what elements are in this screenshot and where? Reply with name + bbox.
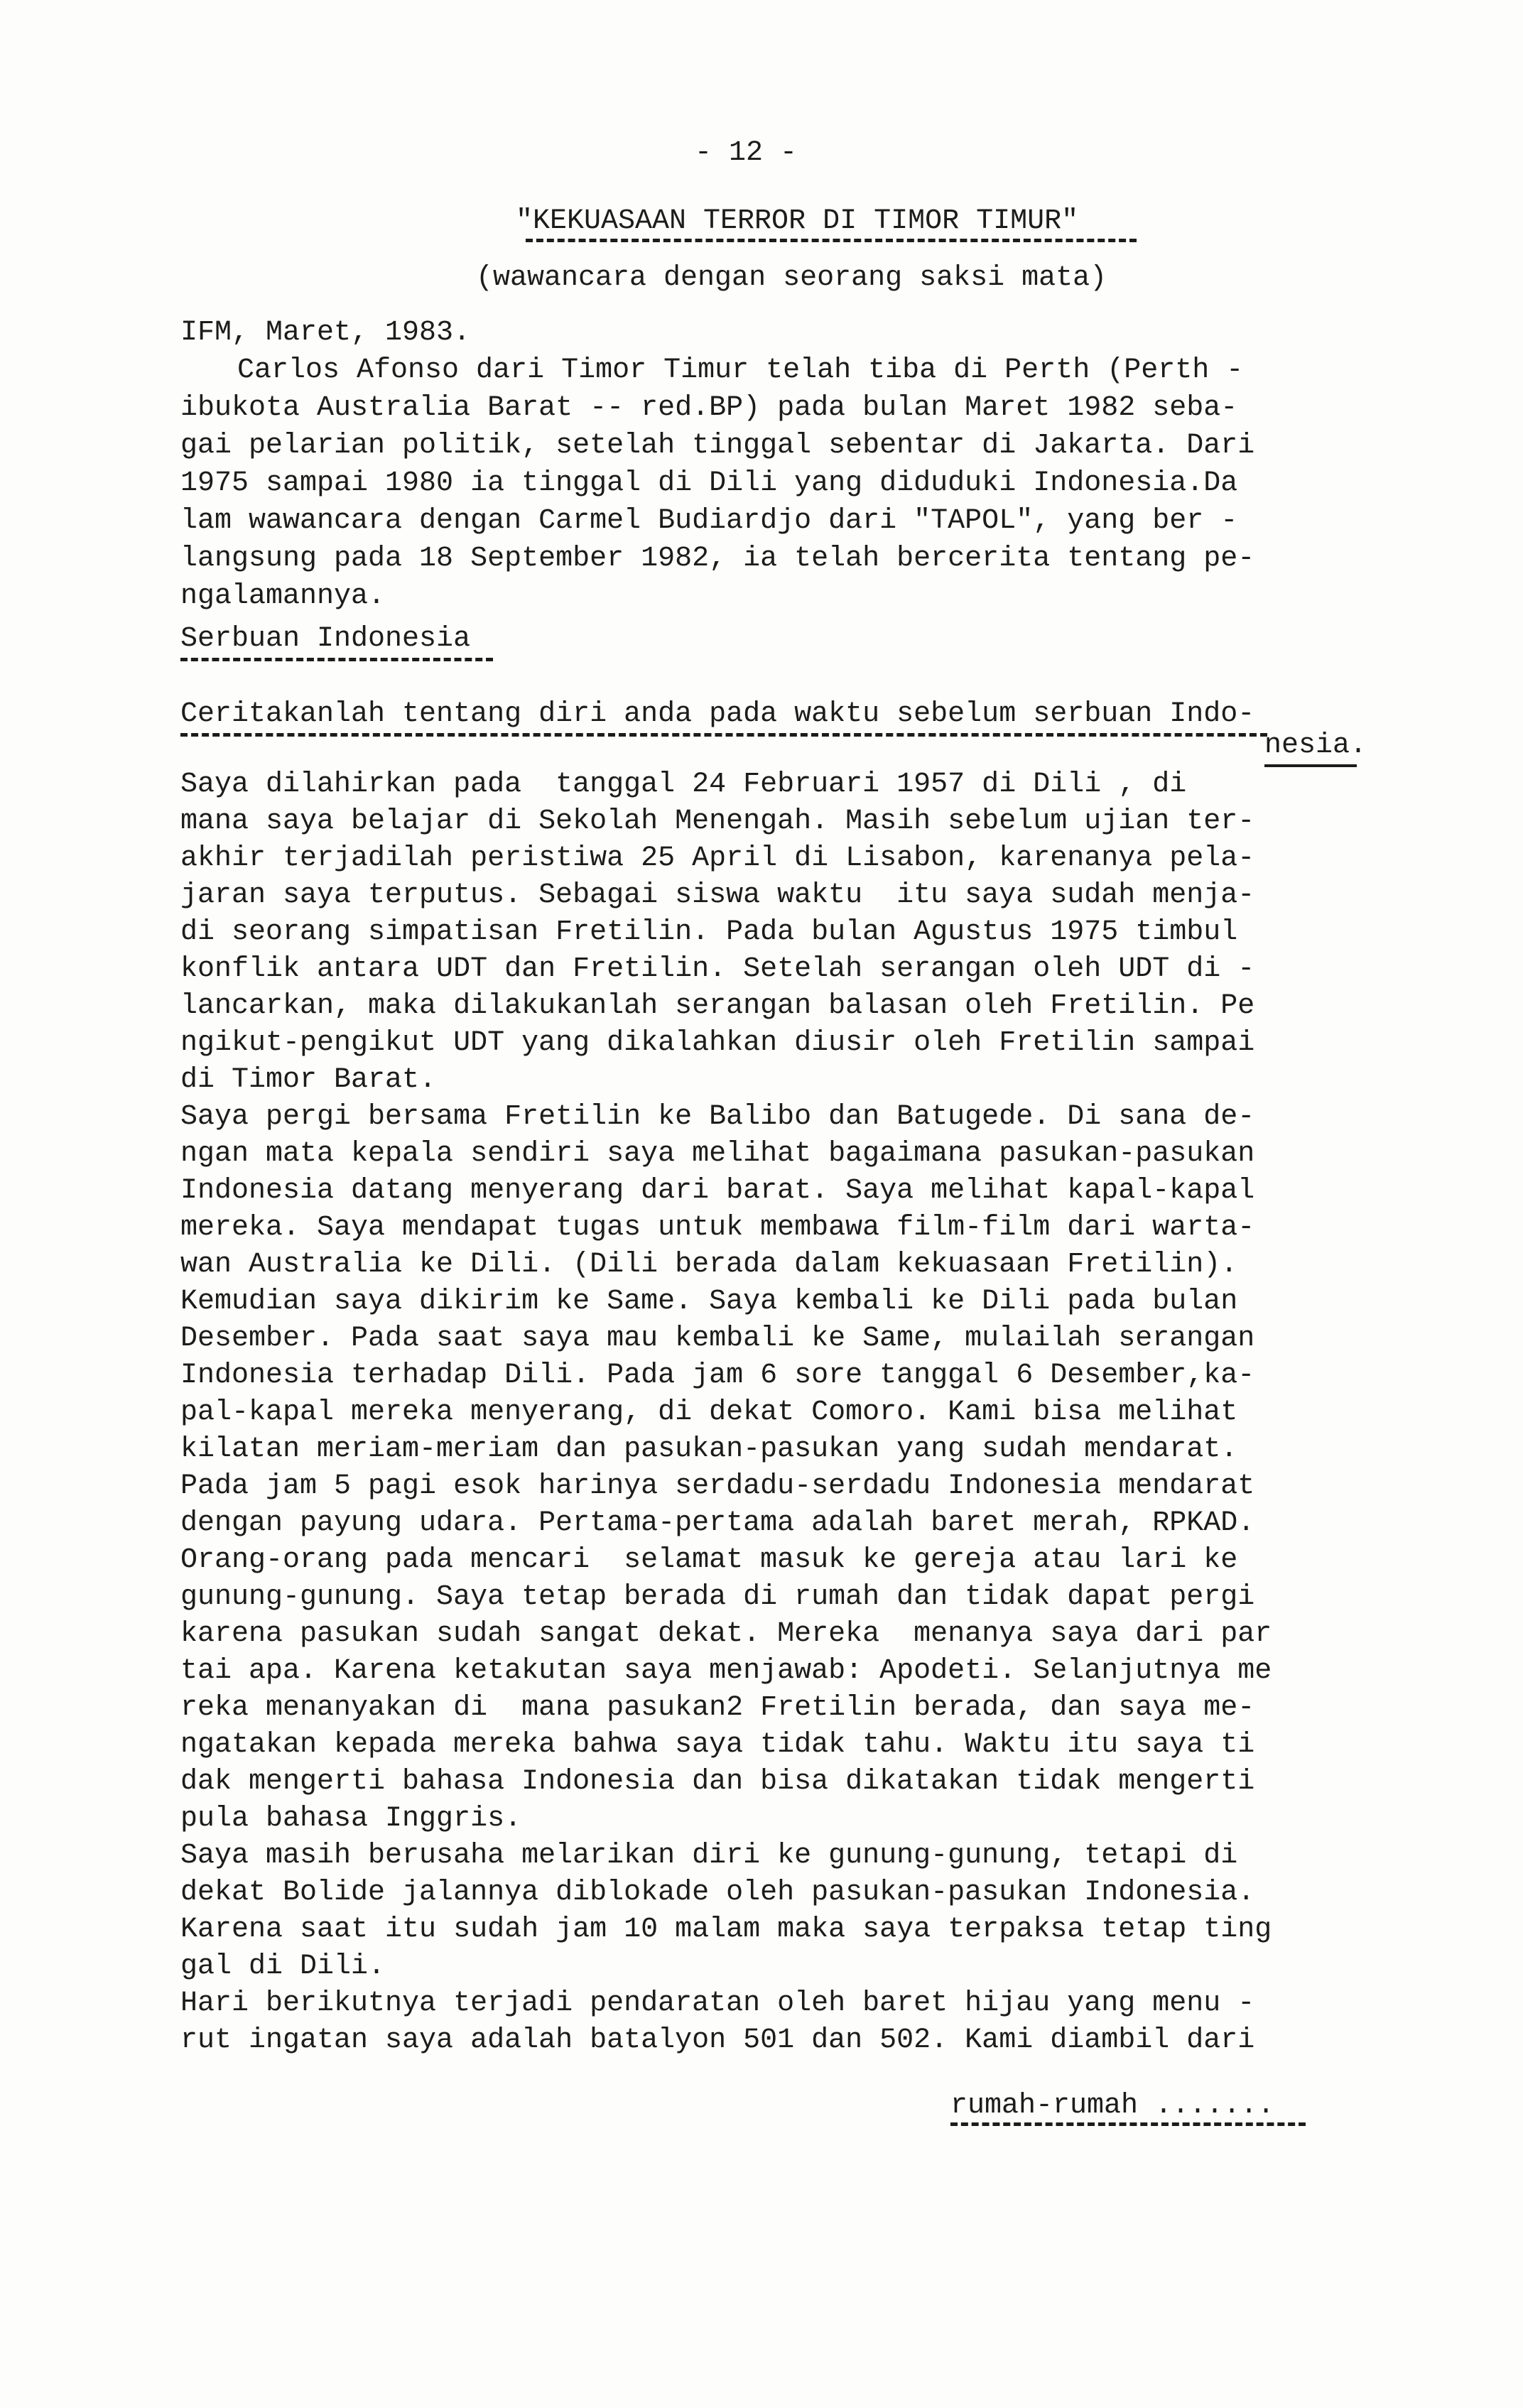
body-line: Orang-orang pada mencari selamat masuk ke gereja atau lari ke <box>180 1544 1238 1576</box>
body-line: di seorang simpatisan Fretilin. Pada bulan Agustus 1975 timbul <box>180 916 1238 948</box>
article-subtitle: (wawancara dengan seorang saksi mata) <box>476 262 1107 294</box>
body-line: pal-kapal mereka menyerang, di dekat Comoro. Kami bisa melihat <box>180 1396 1238 1428</box>
page-continuation: rumah-rumah ....... <box>950 2090 1275 2122</box>
interview-question: Ceritakanlah tentang diri anda pada waktu sebelum serbuan Indo- <box>180 698 1255 730</box>
article-title: "KEKUASAAN TERROR DI TIMOR TIMUR" <box>516 205 1079 237</box>
body-line: konflik antara UDT dan Fretilin. Setelah serangan oleh UDT di - <box>180 953 1255 985</box>
interview-question-continued: nesia. <box>1264 730 1367 761</box>
body-line: lancarkan, maka dilakukanlah serangan balasan oleh Fretilin. Pe <box>180 990 1255 1022</box>
body-line: karena pasukan sudah sangat dekat. Mereka menanya saya dari par <box>180 1618 1272 1650</box>
body-line: jaran saya terputus. Sebagai siswa waktu itu saya sudah menja- <box>180 879 1255 911</box>
body-line: di Timor Barat. <box>180 1064 437 1096</box>
body-line: akhir terjadilah peristiwa 25 April di Lisabon, karenanya pela- <box>180 842 1255 874</box>
intro-line: langsung pada 18 September 1982, ia telah bercerita tentang pe- <box>180 543 1255 575</box>
intro-line: 1975 sampai 1980 ia tinggal di Dili yang diduduki Indonesia.Da <box>180 467 1238 499</box>
body-line: Hari berikutnya terjadi pendaratan oleh baret hijau yang menu - <box>180 1987 1255 2019</box>
body-line: Saya masih berusaha melarikan diri ke gunung-gunung, tetapi di <box>180 1840 1238 1872</box>
body-line: ngikut-pengikut UDT yang dikalahkan diusir oleh Fretilin sampai <box>180 1027 1255 1059</box>
body-line: Desember. Pada saat saya mau kembali ke Same, mulailah serangan <box>180 1323 1255 1355</box>
body-line: dekat Bolide jalannya diblokade oleh pasukan-pasukan Indonesia. <box>180 1877 1255 1909</box>
page-number: - 12 - <box>695 137 798 169</box>
body-line: rut ingatan saya adalah batalyon 501 dan 502. Kami diambil dari <box>180 2024 1255 2056</box>
body-line: gunung-gunung. Saya tetap berada di rumah dan tidak dapat pergi <box>180 1581 1255 1613</box>
question-underline <box>180 733 1267 737</box>
body-line: Saya dilahirkan pada tanggal 24 Februari 1957 di Dili , di <box>180 769 1187 801</box>
body-line: pula bahasa Inggris. <box>180 1803 522 1835</box>
question-underline-end <box>1264 764 1357 767</box>
body-line: Pada jam 5 pagi esok harinya serdadu-serdadu Indonesia mendarat <box>180 1470 1255 1502</box>
intro-line: Carlos Afonso dari Timor Timur telah tiba di Perth (Perth - <box>237 354 1244 386</box>
intro-line: ibukota Australia Barat -- red.BP) pada bulan Maret 1982 seba- <box>180 392 1238 424</box>
body-line: tai apa. Karena ketakutan saya menjawab: Apodeti. Selanjutnya me <box>180 1655 1272 1687</box>
intro-line: gai pelarian politik, setelah tinggal sebentar di Jakarta. Dari <box>180 430 1255 462</box>
body-line: dak mengerti bahasa Indonesia dan bisa dikatakan tidak mengerti <box>180 1766 1255 1798</box>
section-heading-underline <box>180 658 493 661</box>
body-line: Kemudian saya dikirim ke Same. Saya kembali ke Dili pada bulan <box>180 1286 1238 1318</box>
body-line: dengan payung udara. Pertama-pertama adalah baret merah, RPKAD. <box>180 1507 1255 1539</box>
body-line: gal di Dili. <box>180 1951 386 1983</box>
body-line: Indonesia terhadap Dili. Pada jam 6 sore tanggal 6 Desember,ka- <box>180 1360 1255 1392</box>
body-line: Saya pergi bersama Fretilin ke Balibo dan Batugede. Di sana de- <box>180 1101 1255 1133</box>
body-line: mereka. Saya mendapat tugas untuk membawa film-film dari warta- <box>180 1212 1255 1244</box>
intro-line: ngalamannya. <box>180 580 386 612</box>
body-line: mana saya belajar di Sekolah Menengah. Masih sebelum ujian ter- <box>180 806 1255 837</box>
continuation-underline <box>950 2122 1306 2126</box>
intro-line: lam wawancara dengan Carmel Budiardjo dari "TAPOL", yang ber - <box>180 505 1238 537</box>
body-line: ngan mata kepala sendiri saya melihat bagaimana pasukan-pasukan <box>180 1138 1255 1170</box>
section-heading: Serbuan Indonesia <box>180 623 471 655</box>
body-line: Indonesia datang menyerang dari barat. Saya melihat kapal-kapal <box>180 1175 1255 1207</box>
body-line: wan Australia ke Dili. (Dili berada dalam kekuasaan Fretilin). <box>180 1249 1238 1281</box>
body-line: ngatakan kepada mereka bahwa saya tidak tahu. Waktu itu saya ti <box>180 1729 1255 1761</box>
source-line: IFM, Maret, 1983. <box>180 317 471 349</box>
body-line: kilatan meriam-meriam dan pasukan-pasukan yang sudah mendarat. <box>180 1433 1238 1465</box>
title-underline <box>526 239 1137 242</box>
body-line: reka menanyakan di mana pasukan2 Fretilin berada, dan saya me- <box>180 1692 1255 1724</box>
body-line: Karena saat itu sudah jam 10 malam maka saya terpaksa tetap ting <box>180 1914 1272 1946</box>
